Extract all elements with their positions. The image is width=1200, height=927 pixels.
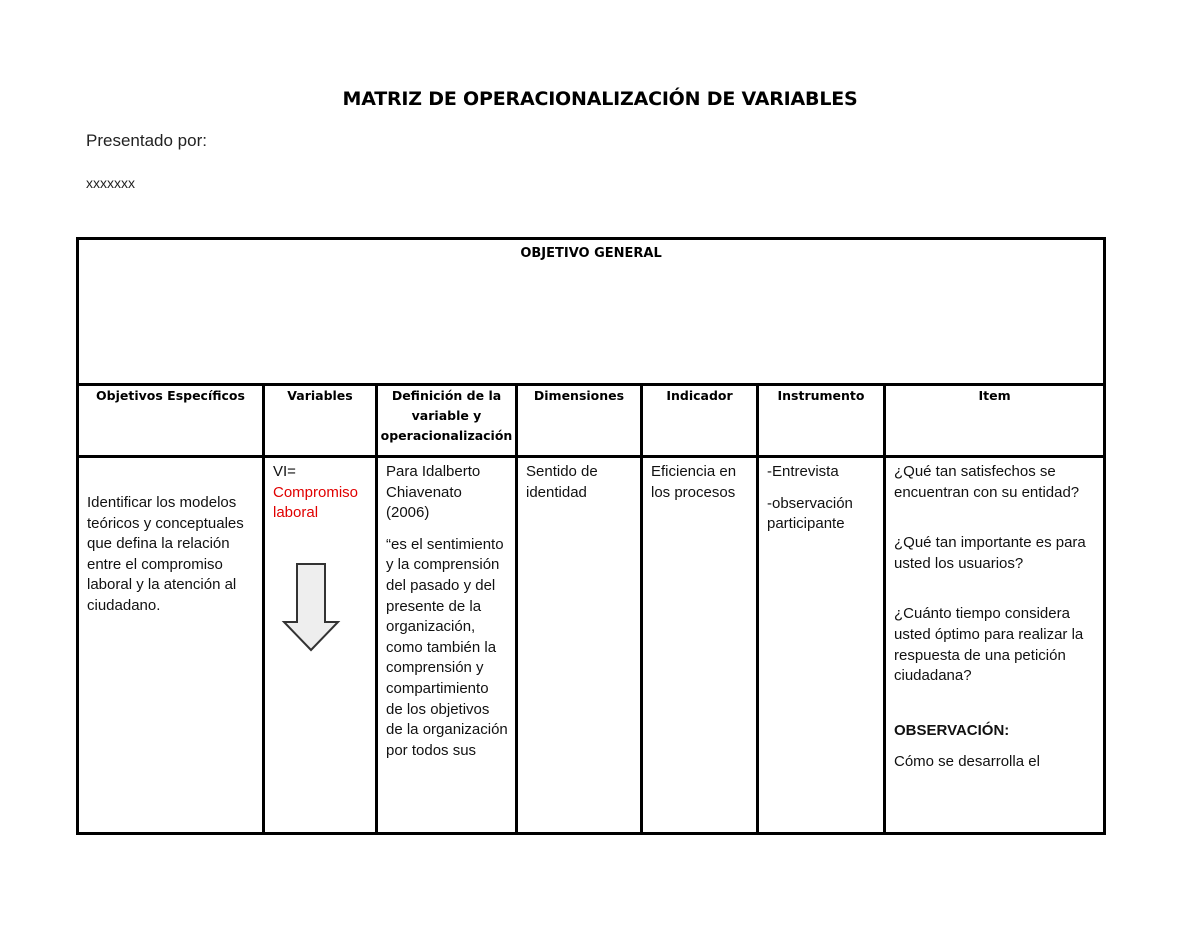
variable-cell	[264, 457, 377, 834]
definition-intro: Para Idalberto Chiavenato (2006)	[386, 463, 481, 522]
observation-text: Cómo se desarrolla el	[894, 753, 1040, 771]
header-dimensions: Dimensiones	[517, 385, 642, 457]
general-objective-cell	[78, 239, 1105, 385]
dimension-cell	[517, 457, 642, 834]
operationalization-matrix	[76, 237, 1106, 835]
table-row	[78, 457, 1105, 834]
header-variables: Variables	[264, 385, 377, 457]
item-cell	[885, 457, 1105, 834]
instrument-interview: -Entrevista	[767, 463, 839, 480]
item-question-2: ¿Qué tan importante es para usted los usuarios?	[894, 534, 1086, 572]
down-arrow-icon	[281, 562, 341, 654]
variable-prefix: VI=	[273, 463, 296, 480]
header-instrument: Instrumento	[758, 385, 885, 457]
header-item: Item	[885, 385, 1105, 457]
presented-by-label: Presentado por:	[86, 131, 207, 150]
instrument-cell	[758, 457, 885, 834]
document-title: MATRIZ DE OPERACIONALIZACIÓN DE VARIABLES	[342, 88, 858, 110]
observation-label: OBSERVACIÓN:	[894, 721, 1010, 739]
specific-objective-cell	[78, 457, 264, 834]
definition-cell	[377, 457, 517, 834]
specific-objective-text: Identificar los modelos teóricos y conceptuales que defina la relación entre el compromiso laboral y la atención al ciudadano.	[87, 494, 244, 614]
header-row	[78, 385, 1105, 457]
indicator-cell	[642, 457, 758, 834]
item-question-1: ¿Qué tan satisfechos se encuentran con su entidad?	[894, 463, 1080, 501]
general-objective-label: OBJETIVO GENERAL	[520, 246, 662, 261]
instrument-observation: -observación participante	[767, 494, 853, 533]
dimension-text: Sentido de identidad	[526, 463, 598, 501]
header-definition: Definición de la variable y operacionalización	[377, 385, 517, 457]
header-indicator: Indicador	[642, 385, 758, 457]
variable-name: Compromiso laboral	[273, 483, 359, 522]
definition-quote: “es el sentimiento y la comprensión del pasado y del presente de la organización, como también la comprensión y compartimiento de los objetivos de la organización por todos sus	[386, 535, 508, 759]
author-name: xxxxxxx	[86, 175, 135, 191]
indicator-text: Eficiencia en los procesos	[651, 463, 737, 501]
header-specific-objectives: Objetivos Específicos	[78, 385, 264, 457]
item-question-3: ¿Cuánto tiempo considera usted óptimo para realizar la respuesta de una petición ciudadana?	[894, 605, 1084, 685]
